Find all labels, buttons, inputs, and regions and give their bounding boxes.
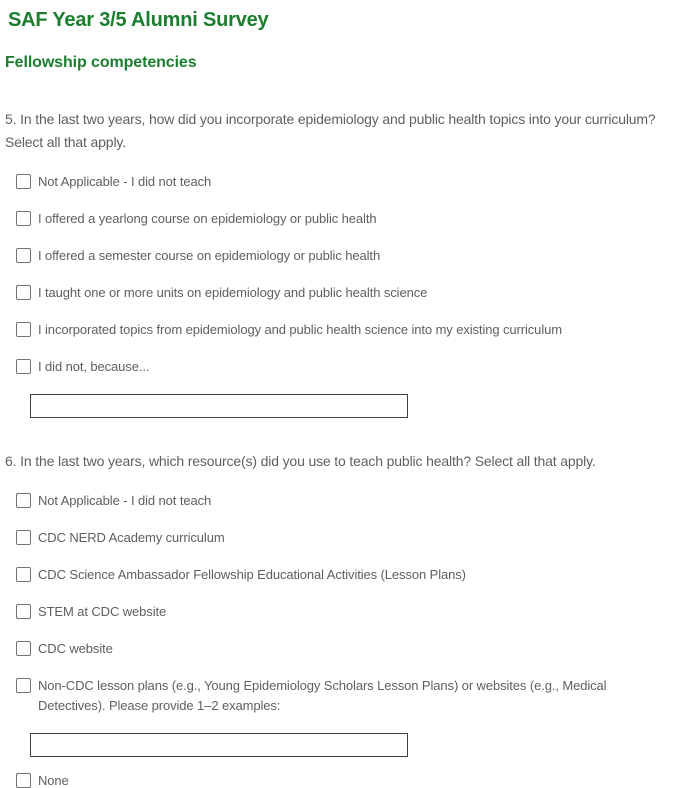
checkbox-label: I did not, because... <box>38 359 150 374</box>
checkbox-label: Not Applicable - I did not teach <box>38 493 212 508</box>
q6-option-cdc-website[interactable] <box>16 639 677 659</box>
checkbox-label: CDC website <box>38 641 113 656</box>
question-5 <box>5 108 677 418</box>
section-title: Fellowship competencies <box>5 54 197 71</box>
checkbox-label: CDC Science Ambassador Fellowship Educational Activities (Lesson Plans) <box>38 567 466 582</box>
checkbox-label: I incorporated topics from epidemiology and public health science into my existing curriculum <box>38 322 562 337</box>
q6-examples-input[interactable] <box>30 733 408 757</box>
q5-option-did-not-because[interactable] <box>16 357 677 377</box>
checkbox-label: I offered a yearlong course on epidemiology or public health <box>38 211 377 226</box>
q6-option-non-cdc-lesson-plans[interactable] <box>16 676 677 716</box>
survey-title: SAF Year 3/5 Alumni Survey <box>8 9 269 31</box>
checkbox-label: Non-CDC lesson plans (e.g., Young Epidemiology Scholars Lesson Plans) or websites (e.g., Medical Detectives). Please provide 1–2 examples: <box>38 678 607 713</box>
q6-option-cdc-nerd-academy[interactable] <box>16 528 677 548</box>
checkbox[interactable] <box>16 678 31 693</box>
checkbox-label: Not Applicable - I did not teach <box>38 174 212 189</box>
checkbox-label: STEM at CDC website <box>38 604 167 619</box>
question-6-options <box>16 491 677 788</box>
checkbox[interactable] <box>16 359 31 374</box>
q6-option-stem-at-cdc[interactable] <box>16 602 677 622</box>
checkbox-label: CDC NERD Academy curriculum <box>38 530 225 545</box>
q5-option-yearlong-course[interactable] <box>16 209 677 229</box>
checkbox[interactable] <box>16 174 31 189</box>
checkbox[interactable] <box>16 248 31 263</box>
checkbox-label: I taught one or more units on epidemiology and public health science <box>38 285 428 300</box>
q5-option-incorporated-topics[interactable] <box>16 320 677 340</box>
q6-option-not-applicable[interactable] <box>16 491 677 511</box>
checkbox-label: I offered a semester course on epidemiology or public health <box>38 248 381 263</box>
q5-option-taught-units[interactable] <box>16 283 677 303</box>
checkbox[interactable] <box>16 493 31 508</box>
checkbox-label: None <box>38 773 69 788</box>
q6-option-cdc-science-ambassador[interactable] <box>16 565 677 585</box>
question-6 <box>5 450 677 788</box>
q5-option-semester-course[interactable] <box>16 246 677 266</box>
question-5-text: 5. In the last two years, how did you incorporate epidemiology and public health topics into your curriculum? Select all that apply. <box>5 111 656 150</box>
q5-other-reason-input[interactable] <box>30 394 408 418</box>
checkbox[interactable] <box>16 322 31 337</box>
checkbox[interactable] <box>16 285 31 300</box>
question-6-text: 6. In the last two years, which resource(s) did you use to teach public health? Select all that apply. <box>5 453 596 469</box>
q5-option-not-applicable[interactable] <box>16 172 677 192</box>
checkbox[interactable] <box>16 773 31 788</box>
checkbox[interactable] <box>16 641 31 656</box>
checkbox[interactable] <box>16 567 31 582</box>
checkbox[interactable] <box>16 211 31 226</box>
q6-option-none[interactable] <box>16 771 677 788</box>
checkbox[interactable] <box>16 604 31 619</box>
checkbox[interactable] <box>16 530 31 545</box>
question-5-options <box>16 172 677 418</box>
